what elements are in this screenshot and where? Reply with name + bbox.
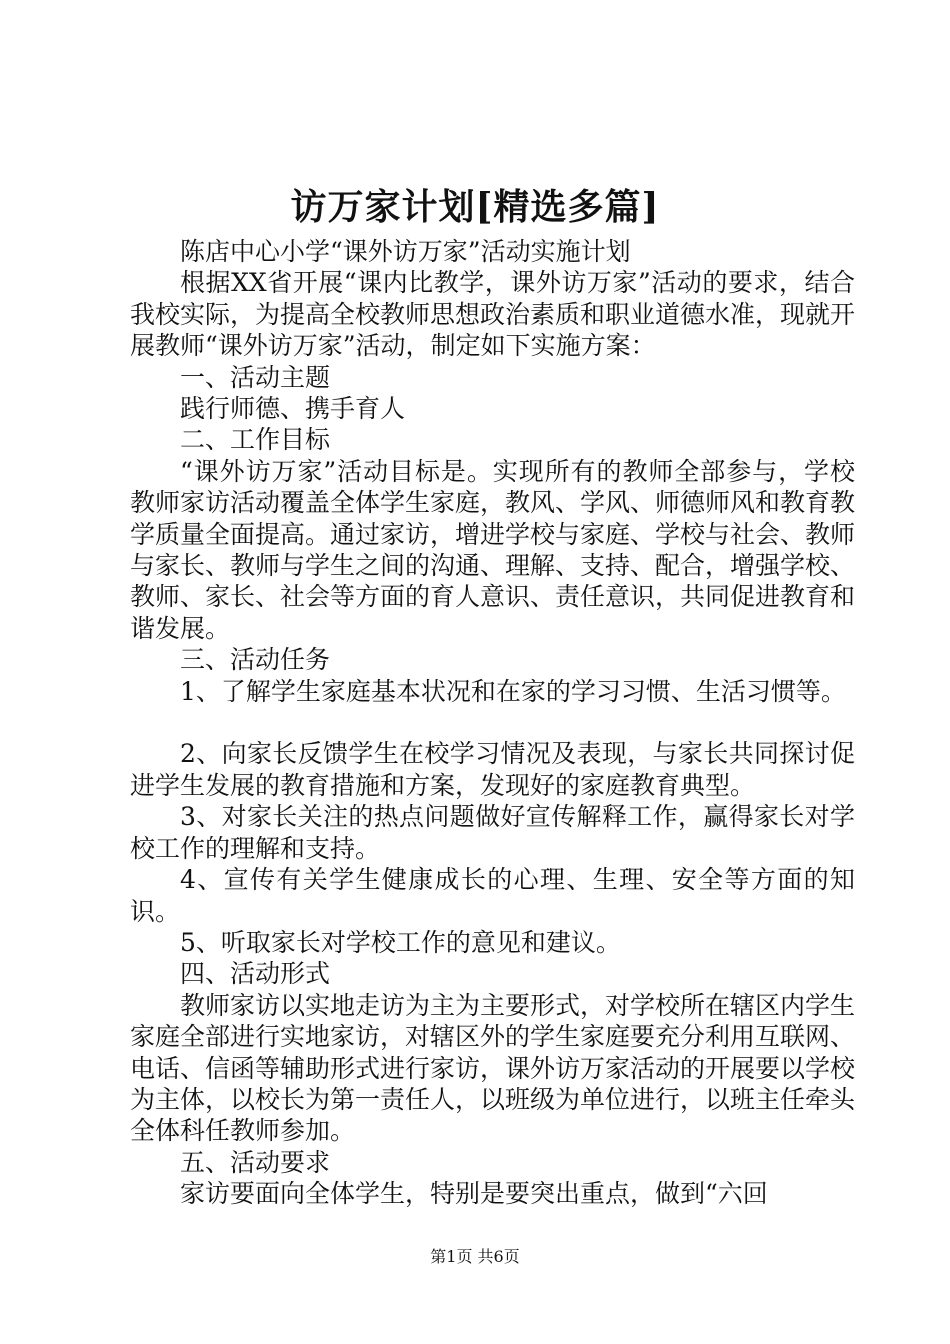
paragraph-intro: 根据XX省开展“课内比教学，课外访万家”活动的要求，结合我校实际，为提高全校教师思想政治素质和职业道德水准，现就开展教师“课外访万家”活动，制定如下实施方案：: [130, 268, 856, 361]
section-heading-tasks: 三、活动任务: [180, 645, 331, 675]
document-body: [130, 236, 855, 1210]
page-number: 第1页 共6页: [430, 1247, 520, 1266]
list-item-task-5: 5、听取家长对学校工作的意见和建议。: [180, 927, 621, 957]
paragraph-goals: “课外访万家”活动目标是。实现所有的教师全部参与，学校教师家访活动覆盖全体学生家庭，教风、学风、师德师风和教育教学质量全面提高。通过家访，增进学校与家庭、学校与社会、教师与家长、教师与学生之间的沟通、理解、支持、配合，增强学校、教师、家长、社会等方面的育人意识、责任意识，共同促进教育和谐发展。: [130, 456, 856, 643]
list-item-task-4: 4、宣传有关学生健康成长的心理、生理、安全等方面的知识。: [130, 865, 855, 926]
list-item-task-2: 2、向家长反馈学生在校学习情况及表现，与家长共同探讨促进学生发展的教育措施和方案，发现好的家庭教育典型。: [130, 739, 855, 800]
paragraph-subtitle: 陈店中心小学“课外访万家”活动实施计划: [180, 237, 631, 266]
list-item-task-3: 3、对家长关注的热点问题做好宣传解释工作，赢得家长对学校工作的理解和支持。: [130, 802, 855, 863]
document-title: 访万家计划[精选多篇]: [290, 186, 660, 228]
paragraph-requirements: 家访要面向全体学生，特别是要突出重点，做到“六回: [180, 1179, 768, 1209]
paragraph-forms: 教师家访以实地走访为主为主要形式，对学校所在辖区内学生家庭全部进行实地家访，对辖区外的学生家庭要充分利用互联网、电话、信函等辅助形式进行家访，课外访万家活动的开展要以学校为主体，以校长为第一责任人，以班级为单位进行，以班主任牵头全体科任教师参加。: [130, 990, 856, 1146]
paragraph-theme: 践行师德、携手育人: [180, 394, 406, 424]
section-heading-requirements: 五、活动要求: [180, 1147, 331, 1177]
blank-line: [130, 707, 855, 738]
list-item-task-1: 1、了解学生家庭基本状况和在家的学习习惯、生活习惯等。: [180, 676, 846, 706]
section-heading-theme: 一、活动主题: [180, 362, 331, 392]
section-heading-goals: 二、工作目标: [180, 425, 331, 455]
section-heading-forms: 四、活动形式: [180, 959, 331, 989]
